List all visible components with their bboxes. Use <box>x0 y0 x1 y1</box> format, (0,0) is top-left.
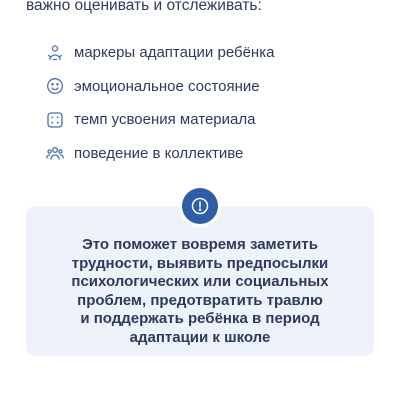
list-item-behavior <box>46 137 274 171</box>
tracking-list <box>46 36 274 170</box>
list-item-adaptation <box>46 36 274 70</box>
callout-line-5: и поддержать ребёнка в период <box>80 310 320 327</box>
callout-text <box>26 236 374 347</box>
callout-line-6: адаптации к школе <box>129 328 271 346</box>
dice-icon <box>46 111 64 129</box>
smile-icon <box>46 77 64 95</box>
people-icon <box>46 144 64 162</box>
baby-icon <box>46 44 64 62</box>
list-item-label: эмоциональное состояние <box>74 77 260 95</box>
callout-line-1: Это поможет вовремя заметить <box>82 236 318 253</box>
list-item-learning-pace <box>46 103 274 137</box>
intro-text <box>26 0 386 16</box>
callout-line-2: трудности, выявить предпосылки <box>71 254 329 272</box>
info-badge <box>182 188 218 224</box>
list-item-label: темп усвоения материала <box>74 111 256 129</box>
callout-line-3: психологических или социальных <box>71 273 329 290</box>
callout-card <box>26 206 374 356</box>
list-item-label: поведение в коллективе <box>74 144 244 162</box>
intro-line-2: важно оценивать и отслеживать: <box>26 0 262 14</box>
list-item-label: маркеры адаптации ребёнка <box>74 44 275 62</box>
info-icon <box>190 196 210 216</box>
callout-line-4: проблем, предотвратить травлю <box>77 291 323 309</box>
list-item-emotional <box>46 70 274 104</box>
